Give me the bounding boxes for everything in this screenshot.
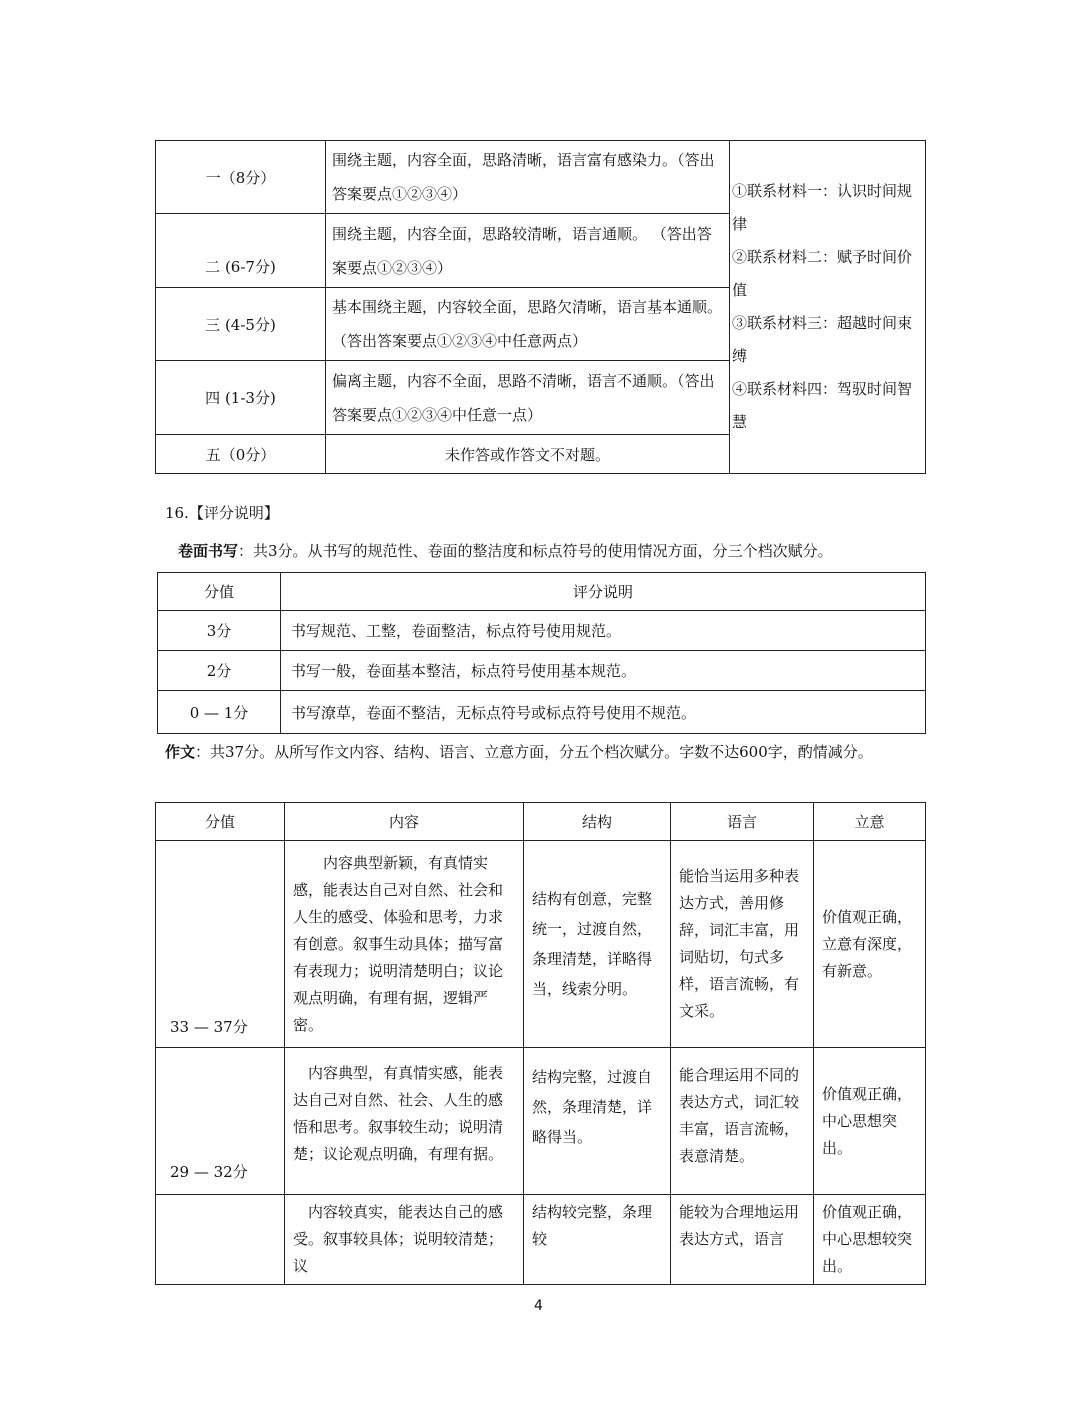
material-notes-cell (730, 141, 926, 474)
header-content: 内容 (285, 803, 524, 841)
header-language: 语言 (671, 803, 814, 841)
essay-theme-2: 价值观正确，中心思想突出。 (814, 1048, 926, 1195)
grade-desc-2: 围绕主题，内容全面，思路较清晰，语言通顺。 （答出答案要点①②③④） (326, 214, 730, 288)
essay-structure-1: 结构有创意，完整统一，过渡自然，条理清楚，详略得当，线索分明。 (524, 841, 671, 1048)
grade-cell-5: 五（0分） (156, 435, 326, 474)
grade-cell-2: 二 (6-7分) (156, 214, 326, 288)
grade-desc-4: 偏离主题，内容不全面，思路不清晰，语言不通顺。（答出答案要点①②③④中任意一点） (326, 361, 730, 435)
grade-cell-4: 四 (1-3分) (156, 361, 326, 435)
essay-structure-2: 结构完整，过渡自然，条理清楚，详略得当。 (524, 1048, 671, 1195)
essay-table (155, 802, 926, 1285)
score-cell-2: 2分 (158, 651, 281, 691)
grade-desc-3: 基本围绕主题，内容较全面，思路欠清晰，语言基本通顺。（答出答案要点①②③④中任意两点） (326, 288, 730, 361)
header-structure: 结构 (524, 803, 671, 841)
material-note-4: ④联系材料四：驾驭时间智慧 (732, 380, 913, 431)
header-theme: 立意 (814, 803, 926, 841)
essay-score-2: 29 — 32分 (156, 1048, 285, 1195)
score-desc-3: 书写潦草，卷面不整洁，无标点符号或标点符号使用不规范。 (281, 691, 926, 734)
essay-content-2: 内容典型，有真情实感，能表达自己对自然、社会、人生的感悟和思考。叙事较生动；说明清楚；议论观点明确，有理有据。 (285, 1048, 524, 1195)
grade-cell-1: 一（8分） (156, 141, 326, 214)
essay-structure-3: 结构较完整，条理较 (524, 1195, 671, 1285)
writing-intro (178, 536, 938, 566)
page-number: 4 (534, 1298, 543, 1314)
score-cell-1: 3分 (158, 611, 281, 651)
material-note-1: ①联系材料一：认识时间规律 (732, 182, 913, 233)
essay-score-3 (156, 1195, 285, 1285)
essay-score-1: 33 — 37分 (156, 841, 285, 1048)
essay-language-2: 能合理运用不同的表达方式，词汇较丰富，语言流畅，表意清楚。 (671, 1048, 814, 1195)
material-note-2: ②联系材料二：赋予时间价值 (732, 248, 913, 299)
essay-label: 作文 (165, 743, 196, 761)
header-description: 评分说明 (281, 573, 926, 611)
handwriting-table (157, 572, 926, 734)
writing-text: ：共3分。从书写的规范性、卷面的整洁度和标点符号的使用情况方面，分三个档次赋分。 (238, 542, 833, 560)
essay-language-3: 能较为合理地运用表达方式，语言 (671, 1195, 814, 1285)
writing-label: 卷面书写 (178, 542, 239, 560)
header-score: 分值 (158, 573, 281, 611)
score-desc-2: 书写一般，卷面基本整洁，标点符号使用基本规范。 (281, 651, 926, 691)
essay-content-3: 内容较真实，能表达自己的感受。叙事较具体；说明较清楚；议 (285, 1195, 524, 1285)
score-cell-3: 0 — 1分 (158, 691, 281, 734)
grade-cell-3: 三 (4-5分) (156, 288, 326, 361)
header-score: 分值 (156, 803, 285, 841)
essay-theme-1: 价值观正确，立意有深度，有新意。 (814, 841, 926, 1048)
grading-table-level (155, 140, 926, 474)
essay-language-1: 能恰当运用多种表达方式，善用修辞，词汇丰富，用词贴切，句式多样，语言流畅，有文采。 (671, 841, 814, 1048)
essay-text: ：共37分。从所写作文内容、结构、语言、立意方面，分五个档次赋分。字数不达600字，酌情减分。 (195, 743, 873, 761)
essay-intro (165, 736, 905, 768)
section-16-title: 16.【评分说明】 (165, 504, 279, 522)
grade-desc-5: 未作答或作答文不对题。 (326, 435, 730, 474)
score-desc-1: 书写规范、工整，卷面整洁，标点符号使用规范。 (281, 611, 926, 651)
grade-desc-1: 围绕主题，内容全面，思路清晰，语言富有感染力。（答出答案要点①②③④） (326, 141, 730, 214)
material-note-3: ③联系材料三：超越时间束缚 (732, 314, 913, 365)
essay-theme-3: 价值观正确，中心思想较突出。 (814, 1195, 926, 1285)
essay-content-1: 内容典型新颖，有真情实感，能表达自己对自然、社会和人生的感受、体验和思考，力求有创意。叙事生动具体；描写富有表现力；说明清楚明白；议论观点明确，有理有据，逻辑严密。 (285, 841, 524, 1048)
